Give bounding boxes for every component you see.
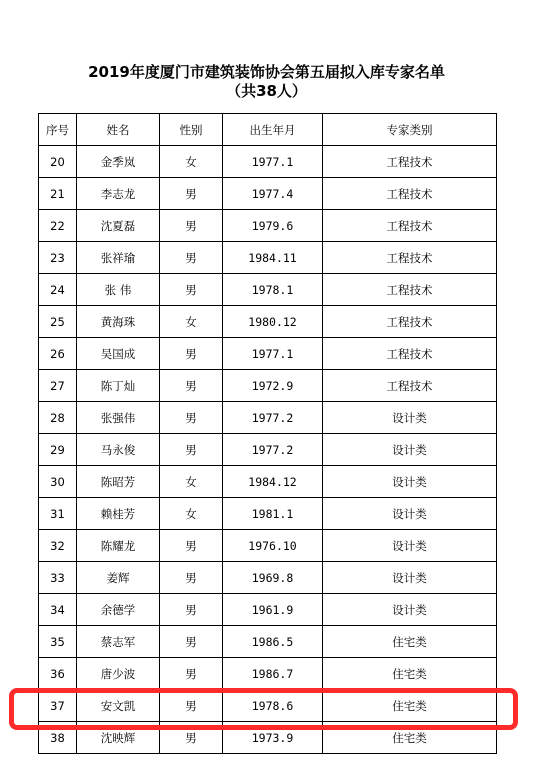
cell-dob: 1984.12 xyxy=(223,466,323,498)
cell-category: 设计类 xyxy=(323,530,497,562)
cell-sex: 女 xyxy=(160,466,223,498)
cell-seq: 38 xyxy=(39,722,77,754)
cell-seq: 22 xyxy=(39,210,77,242)
cell-dob: 1973.9 xyxy=(223,722,323,754)
document-title: 2019年度厦门市建筑装饰协会第五届拟入库专家名单 xyxy=(88,63,445,81)
cell-dob: 1972.9 xyxy=(223,370,323,402)
cell-category: 住宅类 xyxy=(323,626,497,658)
document-subtitle: （共38人） xyxy=(226,82,307,100)
cell-category: 工程技术 xyxy=(323,274,497,306)
header-dob: 出生年月 xyxy=(223,114,323,146)
cell-dob: 1961.9 xyxy=(223,594,323,626)
cell-dob: 1980.12 xyxy=(223,306,323,338)
cell-sex: 男 xyxy=(160,274,223,306)
cell-dob: 1978.6 xyxy=(223,690,323,722)
table-row xyxy=(39,658,497,690)
cell-name: 金季岚 xyxy=(77,146,160,178)
cell-seq: 33 xyxy=(39,562,77,594)
cell-dob: 1979.6 xyxy=(223,210,323,242)
cell-name: 赖桂芳 xyxy=(77,498,160,530)
cell-sex: 女 xyxy=(160,498,223,530)
cell-seq: 27 xyxy=(39,370,77,402)
table-row xyxy=(39,338,497,370)
cell-seq: 30 xyxy=(39,466,77,498)
cell-sex: 男 xyxy=(160,242,223,274)
table-row xyxy=(39,306,497,338)
cell-sex: 女 xyxy=(160,306,223,338)
cell-category: 设计类 xyxy=(323,466,497,498)
cell-name: 陈丁灿 xyxy=(77,370,160,402)
cell-dob: 1976.10 xyxy=(223,530,323,562)
cell-name: 陈耀龙 xyxy=(77,530,160,562)
table-row xyxy=(39,690,497,722)
cell-seq: 37 xyxy=(39,690,77,722)
table-row xyxy=(39,562,497,594)
cell-name: 陈昭芳 xyxy=(77,466,160,498)
cell-name: 黄海珠 xyxy=(77,306,160,338)
cell-category: 住宅类 xyxy=(323,722,497,754)
cell-sex: 女 xyxy=(160,146,223,178)
cell-sex: 男 xyxy=(160,530,223,562)
table-row xyxy=(39,594,497,626)
table-row xyxy=(39,370,497,402)
cell-category: 工程技术 xyxy=(323,306,497,338)
cell-seq: 32 xyxy=(39,530,77,562)
cell-category: 住宅类 xyxy=(323,658,497,690)
cell-dob: 1969.8 xyxy=(223,562,323,594)
cell-name: 李志龙 xyxy=(77,178,160,210)
cell-name: 唐少波 xyxy=(77,658,160,690)
table-row xyxy=(39,722,497,754)
cell-seq: 24 xyxy=(39,274,77,306)
cell-seq: 25 xyxy=(39,306,77,338)
cell-seq: 29 xyxy=(39,434,77,466)
cell-name: 吴国成 xyxy=(77,338,160,370)
cell-name: 安文凯 xyxy=(77,690,160,722)
cell-seq: 35 xyxy=(39,626,77,658)
cell-sex: 男 xyxy=(160,370,223,402)
cell-category: 住宅类 xyxy=(323,690,497,722)
cell-seq: 21 xyxy=(39,178,77,210)
table-row xyxy=(39,178,497,210)
cell-dob: 1977.2 xyxy=(223,402,323,434)
header-name: 姓名 xyxy=(77,114,160,146)
table-row xyxy=(39,402,497,434)
cell-name: 余德学 xyxy=(77,594,160,626)
cell-category: 设计类 xyxy=(323,562,497,594)
table-row xyxy=(39,626,497,658)
table-row xyxy=(39,434,497,466)
cell-name: 蔡志军 xyxy=(77,626,160,658)
table-body xyxy=(39,146,497,754)
table-row xyxy=(39,530,497,562)
cell-dob: 1977.4 xyxy=(223,178,323,210)
cell-dob: 1977.1 xyxy=(223,146,323,178)
cell-category: 设计类 xyxy=(323,434,497,466)
cell-name: 马永俊 xyxy=(77,434,160,466)
cell-category: 工程技术 xyxy=(323,338,497,370)
table-row xyxy=(39,466,497,498)
cell-sex: 男 xyxy=(160,434,223,466)
cell-category: 设计类 xyxy=(323,402,497,434)
cell-category: 工程技术 xyxy=(323,210,497,242)
cell-category: 工程技术 xyxy=(323,146,497,178)
header-category: 专家类别 xyxy=(323,114,497,146)
cell-name: 张强伟 xyxy=(77,402,160,434)
cell-dob: 1984.11 xyxy=(223,242,323,274)
cell-sex: 男 xyxy=(160,658,223,690)
cell-sex: 男 xyxy=(160,402,223,434)
cell-seq: 31 xyxy=(39,498,77,530)
cell-dob: 1977.1 xyxy=(223,338,323,370)
cell-name: 沈映辉 xyxy=(77,722,160,754)
cell-category: 设计类 xyxy=(323,498,497,530)
cell-sex: 男 xyxy=(160,594,223,626)
cell-dob: 1986.7 xyxy=(223,658,323,690)
cell-sex: 男 xyxy=(160,722,223,754)
table-header-row xyxy=(39,114,497,146)
cell-sex: 男 xyxy=(160,338,223,370)
cell-dob: 1978.1 xyxy=(223,274,323,306)
cell-seq: 34 xyxy=(39,594,77,626)
cell-category: 工程技术 xyxy=(323,242,497,274)
cell-sex: 男 xyxy=(160,210,223,242)
header-seq: 序号 xyxy=(39,114,77,146)
cell-sex: 男 xyxy=(160,690,223,722)
cell-seq: 20 xyxy=(39,146,77,178)
cell-sex: 男 xyxy=(160,562,223,594)
cell-seq: 28 xyxy=(39,402,77,434)
cell-sex: 男 xyxy=(160,178,223,210)
cell-name: 姜辉 xyxy=(77,562,160,594)
cell-seq: 23 xyxy=(39,242,77,274)
cell-category: 工程技术 xyxy=(323,178,497,210)
table-row xyxy=(39,210,497,242)
header-sex: 性别 xyxy=(160,114,223,146)
expert-table xyxy=(38,113,497,754)
table-row xyxy=(39,242,497,274)
cell-category: 工程技术 xyxy=(323,370,497,402)
cell-dob: 1977.2 xyxy=(223,434,323,466)
table-row xyxy=(39,274,497,306)
cell-dob: 1986.5 xyxy=(223,626,323,658)
cell-dob: 1981.1 xyxy=(223,498,323,530)
cell-name: 张祥瑜 xyxy=(77,242,160,274)
cell-sex: 男 xyxy=(160,626,223,658)
cell-name: 沈夏磊 xyxy=(77,210,160,242)
cell-name: 张 伟 xyxy=(77,274,160,306)
cell-seq: 26 xyxy=(39,338,77,370)
cell-seq: 36 xyxy=(39,658,77,690)
cell-category: 设计类 xyxy=(323,594,497,626)
table-row xyxy=(39,146,497,178)
table-row xyxy=(39,498,497,530)
